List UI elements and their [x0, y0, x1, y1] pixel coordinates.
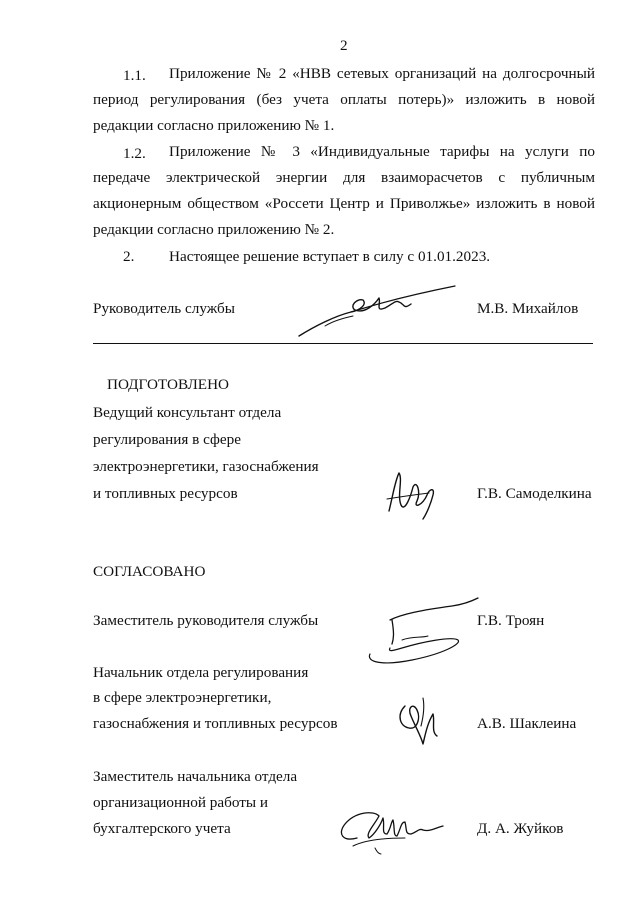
signer-position-line: газоснабжения и топливных ресурсов	[93, 715, 338, 732]
clause-line: Настоящее решение вступает в силу с 01.01.2023.	[169, 248, 491, 265]
prepared-name: Г.В. Самоделкина	[477, 485, 592, 502]
signer-position-line: бухгалтерского учета	[93, 820, 231, 837]
signature-head	[295, 282, 460, 342]
signature-agreed-1	[362, 596, 482, 672]
prepared-position-line: и топливных ресурсов	[93, 485, 238, 502]
signer-position-line: Начальник отдела регулирования	[93, 664, 309, 681]
divider-line	[93, 343, 593, 344]
clause-number: 1.2.	[123, 145, 146, 162]
clause-line: акционерным обществом «Россети Центр и Приволжье» изложить в новой	[93, 195, 595, 212]
signature-prepared	[383, 465, 443, 525]
clause-line: период регулирования (без учета оплаты потерь)» изложить в новой	[93, 91, 595, 108]
clause-number: 1.1.	[123, 67, 146, 84]
head-name: М.В. Михайлов	[477, 300, 579, 317]
clause-line: передаче электрической энергии для взаиморасчетов с публичным	[93, 169, 595, 186]
signer-position-line: организационной работы и	[93, 794, 268, 811]
signature-agreed-3	[335, 804, 455, 856]
signer-position-line: Заместитель начальника отдела	[93, 768, 298, 785]
clause-number: 2.	[123, 248, 135, 265]
signature-agreed-2	[393, 692, 445, 752]
head-position: Руководитель службы	[93, 300, 235, 317]
prepared-position-line: Ведущий консультант отдела	[93, 404, 282, 421]
page-number: 2	[340, 37, 348, 54]
clause-line: Приложение № 2 «НВВ сетевых организаций на долгосрочный	[169, 65, 595, 82]
prepared-position-line: регулирования в сфере	[93, 431, 241, 448]
agreed-heading: СОГЛАСОВАНО	[93, 563, 206, 580]
signer-position-line: в сфере электроэнергетики,	[93, 689, 272, 706]
prepared-position-line: электроэнергетики, газоснабжения	[93, 458, 319, 475]
clause-line: Приложение № 3 «Индивидуальные тарифы на услуги по	[169, 143, 595, 160]
clause-line: редакции согласно приложению № 1.	[93, 117, 335, 134]
signer-name: А.В. Шаклеина	[477, 715, 577, 732]
signer-name: Г.В. Троян	[477, 612, 545, 629]
signer-position-line: Заместитель руководителя службы	[93, 612, 319, 629]
prepared-heading: ПОДГОТОВЛЕНО	[107, 376, 230, 393]
signer-name: Д. А. Жуйков	[477, 820, 564, 837]
clause-line: редакции согласно приложению № 2.	[93, 221, 335, 238]
